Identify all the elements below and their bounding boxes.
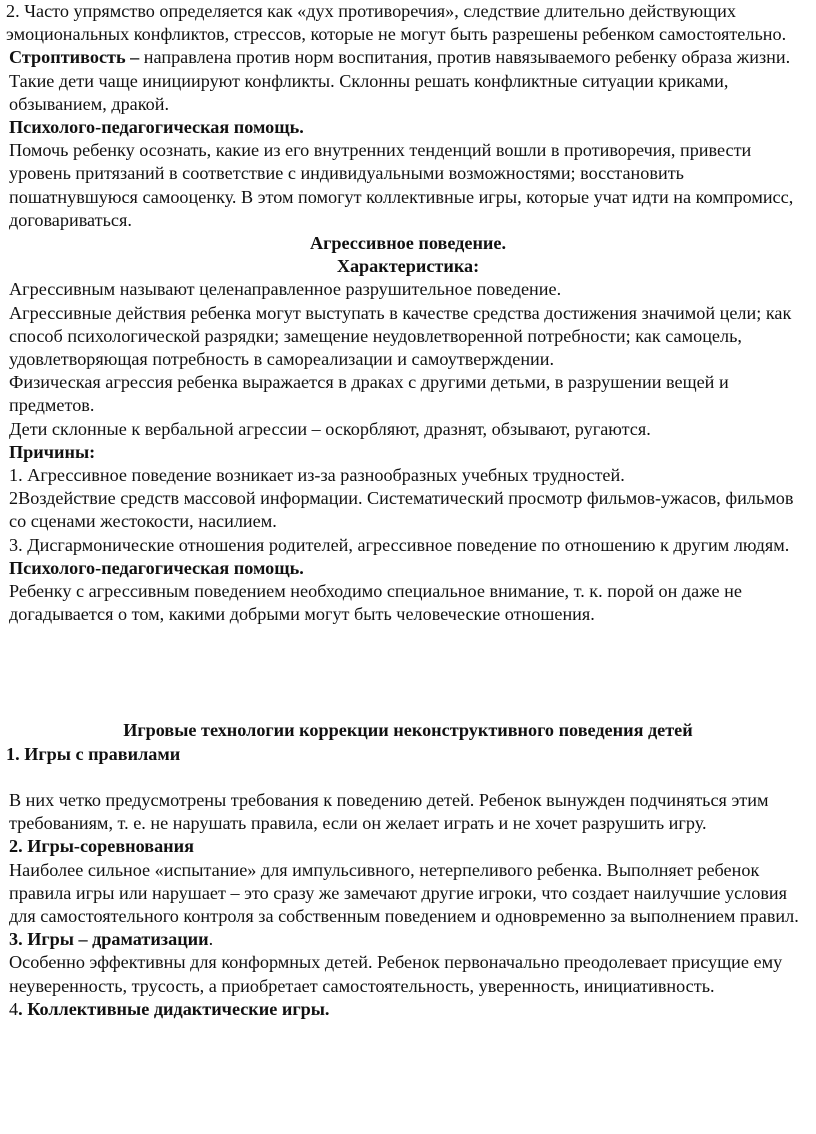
heading-game-technologies: Игровые технологии коррекции неконструктивного поведения детей (123, 720, 693, 741)
heading-aggressive-behavior: Агрессивное поведение. (309, 233, 507, 254)
heading-characteristic: Характеристика: (336, 256, 480, 277)
paragraph-verbal-aggression: Дети склонные к вербальной агрессии – оскорбляют, дразнят, обзывают, ругаются. (9, 418, 651, 439)
blank-line (6, 766, 810, 789)
heading-rule-games: 1. Игры с правилами (6, 743, 181, 764)
paragraph-aggressive-actions: Агрессивные действия ребенка могут выступать в качестве средства достижения значимой цели; как способ психологической разрядки; замещение неудовлетворенной потребности; как самоцель, удовлетворяющая потребность в самореализации и самоутверждении. (9, 302, 792, 370)
list-item-cause-3: 3. Дисгармонические отношения родителей, агрессивное поведение по отношению к другим людям. (9, 534, 790, 555)
list-item-cause-2: 2Воздействие средств массовой информации. Систематический просмотр фильмов-ужасов, фильмов со сценами жестокости, насилием. (9, 488, 794, 532)
heading-help-1: Психолого-педагогическая помощь. (9, 117, 304, 138)
paragraph-competition-games: Наиболее сильное «испытание» для импульсивного, нетерпеливого ребенка. Выполняет ребенок правила игры или нарушает – это сразу же замечают другие игроки, что создает наилучшие условия для самостоятельного контроля за собственным поведением и одновременно за выполнением правил. (9, 859, 799, 926)
paragraph-stubbornness: 2. Часто упрямство определяется как «дух противоречия», следствие длительно действующих эмоциональных конфликтов, стрессов, которые не могут быть разрешены ребенком самостоятельно. (6, 1, 787, 45)
heading-didactic-games: 4. Коллективные дидактические игры. (9, 998, 330, 1019)
blank-space (6, 626, 810, 719)
paragraph-rule-games: В них четко предусмотрены требования к поведению детей. Ребенок вынужден подчиняться этим требованиям, т. е. не нарушать правила, если он желает играть и не хочет разрушить игру. (9, 789, 769, 834)
heading-dramatization-games: 3. Игры – драматизации. (9, 929, 214, 950)
obstinacy-text: направлена против норм воспитания, против навязываемого ребенку образа жизни. Такие дети чаще инициируют конфликты. Склонны решать конфликтные ситуации криками, обзыванием, дракой. (9, 47, 791, 114)
paragraph-physical-aggression: Физическая агрессия ребенка выражается в драках с другими детьми, в разрушении вещей и предметов. (9, 372, 729, 416)
paragraph-obstinacy (6, 46, 810, 116)
paragraph-aggressive-definition: Агрессивным называют целенаправленное разрушительное поведение. (9, 279, 562, 300)
paragraph-dramatization-games: Особенно эффективны для конформных детей. Ребенок первоначально преодолевает присущие ему неуверенность, трусость, а приобретает самостоятельность, уверенность, инициативность. (9, 952, 783, 996)
heading-causes: Причины: (9, 441, 96, 462)
paragraph-help-1: Помочь ребенку осознать, какие из его внутренних тенденций вошли в противоречия, привести уровень притязаний в соответствие с индивидуальными возможностями; восстановить пошатнувшуюся самооценку. В этом помогут коллективные игры, которые учат идти на компромисс, договариваться. (9, 140, 794, 230)
list-item-cause-1: 1. Агрессивное поведение возникает из-за разнообразных учебных трудностей. (9, 465, 625, 486)
heading-help-2: Психолого-педагогическая помощь. (9, 557, 304, 578)
term-obstinacy: Строптивость – (9, 47, 144, 68)
paragraph-help-2: Ребенку с агрессивным поведением необходимо специальное внимание, т. к. порой он даже не догадывается о том, какими добрыми могут быть человеческие отношения. (9, 581, 742, 625)
heading-competition-games: 2. Игры-соревнования (9, 836, 194, 857)
